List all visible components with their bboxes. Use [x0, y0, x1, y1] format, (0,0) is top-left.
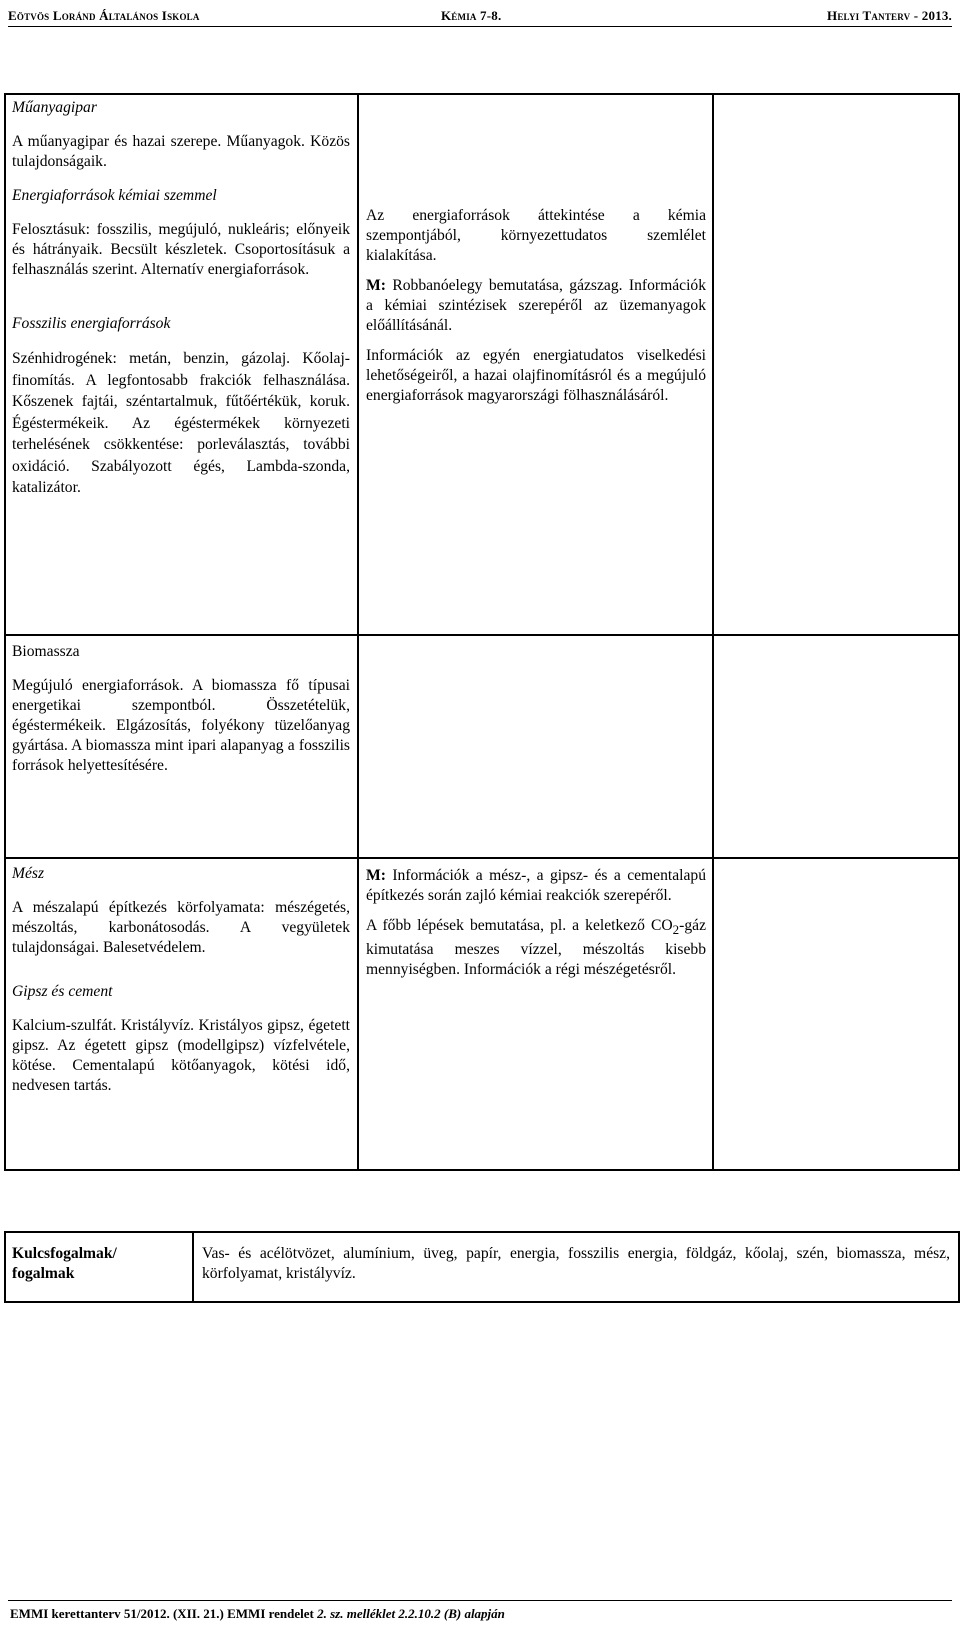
heading-biomass: Biomassza — [12, 643, 80, 660]
cell-energy-activities — [366, 206, 706, 406]
cell-lime-activities — [366, 866, 706, 980]
heading-gypsum-cement: Gipsz és cement — [12, 983, 113, 1000]
school-name: Eötvös Loránd Általános Iskola — [8, 8, 200, 23]
heading-fossil-sources: Fosszilis energiaforrások — [12, 315, 171, 332]
footer-rule — [8, 1600, 952, 1601]
co2-subscript: 2 — [672, 922, 680, 938]
row-divider-1 — [4, 634, 960, 636]
text-lime-steps — [366, 916, 706, 980]
lime-demo-label: M: — [366, 867, 386, 884]
keywords-label-text: Kulcsfogalmak/ fogalmak — [12, 1245, 117, 1282]
heading-energy-sources: Energiaforrások kémiai szemmel — [12, 187, 217, 204]
heading-plastics: Műanyagipar — [12, 99, 97, 116]
text-energy-demo — [366, 276, 706, 336]
text-lime-demo — [366, 866, 706, 906]
row-divider-2 — [4, 857, 960, 859]
text-lime: A mészalapú építkezés körfolyamata: mészégetés, mészoltás, karbonátosodás. A vegyületek tulajdonságai. Balesetvédelem. — [12, 899, 350, 956]
keywords-divider — [192, 1231, 194, 1303]
page-header — [8, 4, 952, 27]
column-divider-1 — [357, 93, 359, 1171]
lime-steps-b: -gáz kimutatása meszes vízzel, mészoltás kisebb mennyiségben. Információk a régi mészégetésről. — [366, 917, 706, 979]
heading-lime: Mész — [12, 865, 45, 882]
keywords-border-top — [4, 1231, 960, 1233]
table-border-bottom — [4, 1169, 960, 1171]
table-border-left — [4, 93, 6, 1171]
cell-biomass — [12, 642, 350, 776]
table-border-top — [4, 93, 960, 95]
demo-text: Robbanóelegy bemutatása, gázszag. Információk a kémiai szintézisek szerepéről az üzemanyagok előállításánál. — [366, 277, 706, 334]
subject-name: Kémia 7-8. — [441, 8, 502, 23]
text-energy-awareness: Információk az egyén energiatudatos viselkedési lehetőségeiről, a hazai olajfinomításról és a megújuló energiaforrások magyarországi fölhasználásáról. — [366, 347, 706, 404]
text-biomass: Megújuló energiaforrások. A biomassza fő típusai energetikai szempontból. Összetételük, égéstermékeik. Elgázosítás, folyékony tüzelőanyag gyártása. A biomassza mint ipari alapanyag a fosszilis források helyettesítésére. — [12, 677, 350, 774]
footer-annex: 2. sz. melléklet 2.2.10.2 (B) alapján — [317, 1606, 505, 1621]
page-footer — [10, 1606, 505, 1622]
text-gypsum-cement: Kalcium-szulfát. Kristályvíz. Kristályos gipsz, égetett gipsz. Az égetett gipsz (modellgipsz) vízfelvétele, kötése. Cementalapú kötőanyagok, kötési idő, nedvesen tartás. — [12, 1017, 350, 1094]
column-divider-2 — [712, 93, 714, 1171]
keywords-label — [12, 1244, 182, 1284]
text-energy-sources: Felosztásuk: fosszilis, megújuló, nukleáris; előnyeik és hátrányaik. Becsült készletek. Csoportosításuk a felhasználás szerint. Alternatív energiaforrások. — [12, 221, 350, 278]
keywords-list: Vas- és acélötvözet, alumínium, üveg, papír, energia, fosszilis energia, földgáz, kőolaj, szén, biomassza, mész, körfolyamat, kristályvíz. — [202, 1245, 950, 1282]
keywords-border-bottom — [4, 1301, 960, 1303]
cell-plastics-energy — [12, 98, 350, 499]
demo-label: M: — [366, 277, 386, 294]
keywords-text — [202, 1244, 950, 1284]
text-plastics: A műanyagipar és hazai szerepe. Műanyagok. Közös tulajdonságaik. — [12, 133, 350, 170]
text-energy-overview: Az energiaforrások áttekintése a kémia szempontjából, környezettudatos szemlélet kialakítása. — [366, 207, 706, 264]
cell-lime-gypsum — [12, 864, 350, 1096]
curriculum-label: Helyi Tanterv - 2013. — [827, 8, 952, 23]
text-fossil-sources: Szénhidrogének: metán, benzin, gázolaj. Kőolaj-finomítás. A legfontosabb frakciók felhasználása. Kőszenek fajtái, széntartalmuk, fűtőértékük, koruk. Égéstermékeik. Az égéstermékek környezeti terhelésének csökkentése: porleválasztás, további oxidáció. Szabályozott égés, Lambda-szonda, katalizátor. — [12, 350, 350, 496]
lime-steps-a: A főbb lépések bemutatása, pl. a keletkező CO — [366, 917, 673, 934]
keywords-border-left — [4, 1231, 6, 1303]
lime-demo-text: Információk a mész-, a gipsz- és a cementalapú építkezés során zajló kémiai reakciók szerepéről. — [366, 867, 706, 904]
footer-regulation: EMMI kerettanterv 51/2012. (XII. 21.) EMMI rendelet — [10, 1606, 318, 1621]
